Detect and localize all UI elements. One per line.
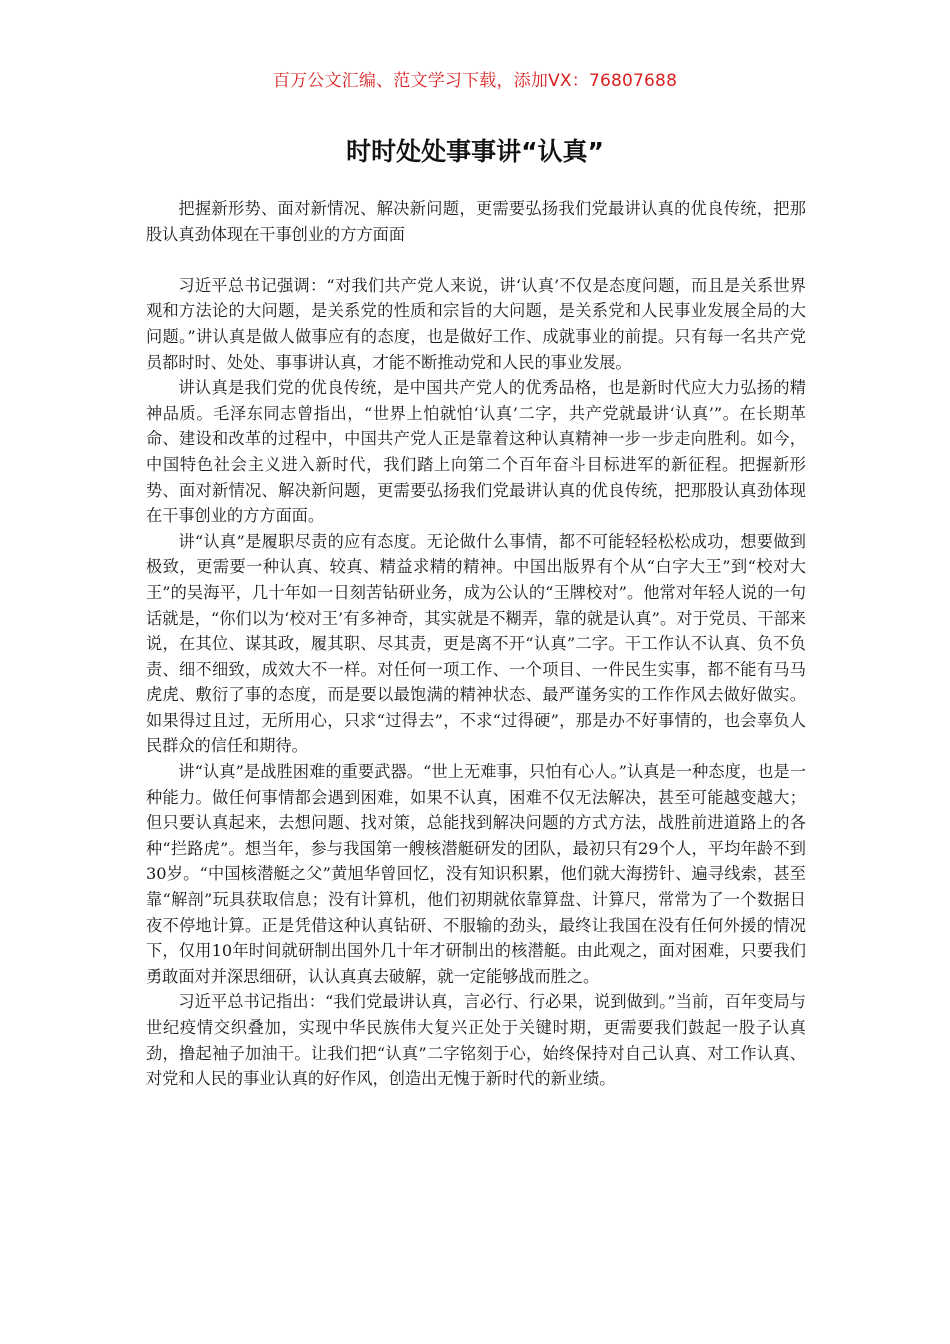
header-banner: 百万公文汇编、范文学习下载，添加VX：76807688	[272, 71, 678, 91]
body-paragraph-3: 讲“认真”是履职尽责的应有态度。无论做什么事情，都不可能轻轻松松成功，想要做到极致，更需要一种认真、较真、精益求精的精神。中国出版界有个从“白字大王”到“校对大王”的吴海平，几十年如一日刻苦钻研业务，成为公认的“王牌校对”。他常对年轻人说的一句话就是，“你们以为‘校对王’有多神奇，其实就是不糊弄，靠的就是认真”。对于党员、干部来说，在其位、谋其政，履其职、尽其责，更是离不开“认真”二字。干工作认不认真、负不负责、细不细致，成效大不一样。对任何一项工作、一个项目、一件民生实事，都不能有马马虎虎、敷衍了事的态度，而是要以最饱满的精神状态、最严谨务实的工作作风去做好做实。如果得过且过，无所用心，只求“过得去”，不求“过得硬”，那是办不好事情的，也会辜负人民群众的信任和期待。	[146, 531, 806, 756]
body-paragraph-1: 习近平总书记强调：“对我们共产党人来说，讲‘认真’不仅是态度问题，而且是关系世界观和方法论的大问题，是关系党的性质和宗旨的大问题，是关系党和人民事业发展全局的大问题。”讲认真是做人做事应有的态度，也是做好工作、成就事业的前提。只有每一名共产党员都时时、处处、事事讲认真，才能不断推动党和人民的事业发展。	[146, 275, 806, 372]
body-paragraph-4: 讲“认真”是战胜困难的重要武器。“世上无难事，只怕有心人。”认真是一种态度，也是一种能力。做任何事情都会遇到困难，如果不认真，困难不仅无法解决，甚至可能越变越大；但只要认真起来，去想问题、找对策，总能找到解决问题的方式方法，战胜前进道路上的各种“拦路虎”。想当年，参与我国第一艘核潜艇研发的团队，最初只有29个人，平均年龄不到30岁。“中国核潜艇之父”黄旭华曾回忆，没有知识积累，他们就大海捞针、遍寻线索，甚至靠“解剖”玩具获取信息；没有计算机，他们初期就依靠算盘、计算尺，常常为了一个数据日夜不停地计算。正是凭借这种认真钻研、不服输的劲头，最终让我国在没有任何外援的情况下，仅用10年时间就研制出国外几十年才研制出的核潜艇。由此观之，面对困难，只要我们勇敢面对并深思细研，认认真真去破解，就一定能够战而胜之。	[146, 762, 806, 986]
lead-paragraph: 把握新形势、面对新情况、解决新问题，更需要弘扬我们党最讲认真的优良传统，把那股认真劲体现在干事创业的方方面面	[146, 199, 806, 244]
body-paragraph-5: 习近平总书记指出：“我们党最讲认真，言必行、行必果，说到做到。”当前，百年变局与世纪疫情交织叠加，实现中华民族伟大复兴正处于关键时期，更需要我们鼓起一股子认真劲，撸起袖子加油干。让我们把“认真”二字铭刻于心，始终保持对自己认真、对工作认真、对党和人民的事业认真的好作风，创造出无愧于新时代的新业绩。	[146, 992, 806, 1089]
article-body	[146, 196, 806, 1092]
body-paragraph-2: 讲认真是我们党的优良传统，是中国共产党人的优秀品格，也是新时代应大力弘扬的精神品质。毛泽东同志曾指出，“世界上怕就怕‘认真’二字，共产党就最讲‘认真’”。在长期革命、建设和改革的过程中，中国共产党人正是靠着这种认真精神一步一步走向胜利。如今，中国特色社会主义进入新时代，我们踏上向第二个百年奋斗目标进军的新征程。把握新形势、面对新情况、解决新问题，更需要弘扬我们党最讲认真的优良传统，把那股认真劲体现在干事创业的方方面面。	[146, 378, 806, 526]
page-title: 时时处处事事讲“认真”	[346, 137, 604, 166]
